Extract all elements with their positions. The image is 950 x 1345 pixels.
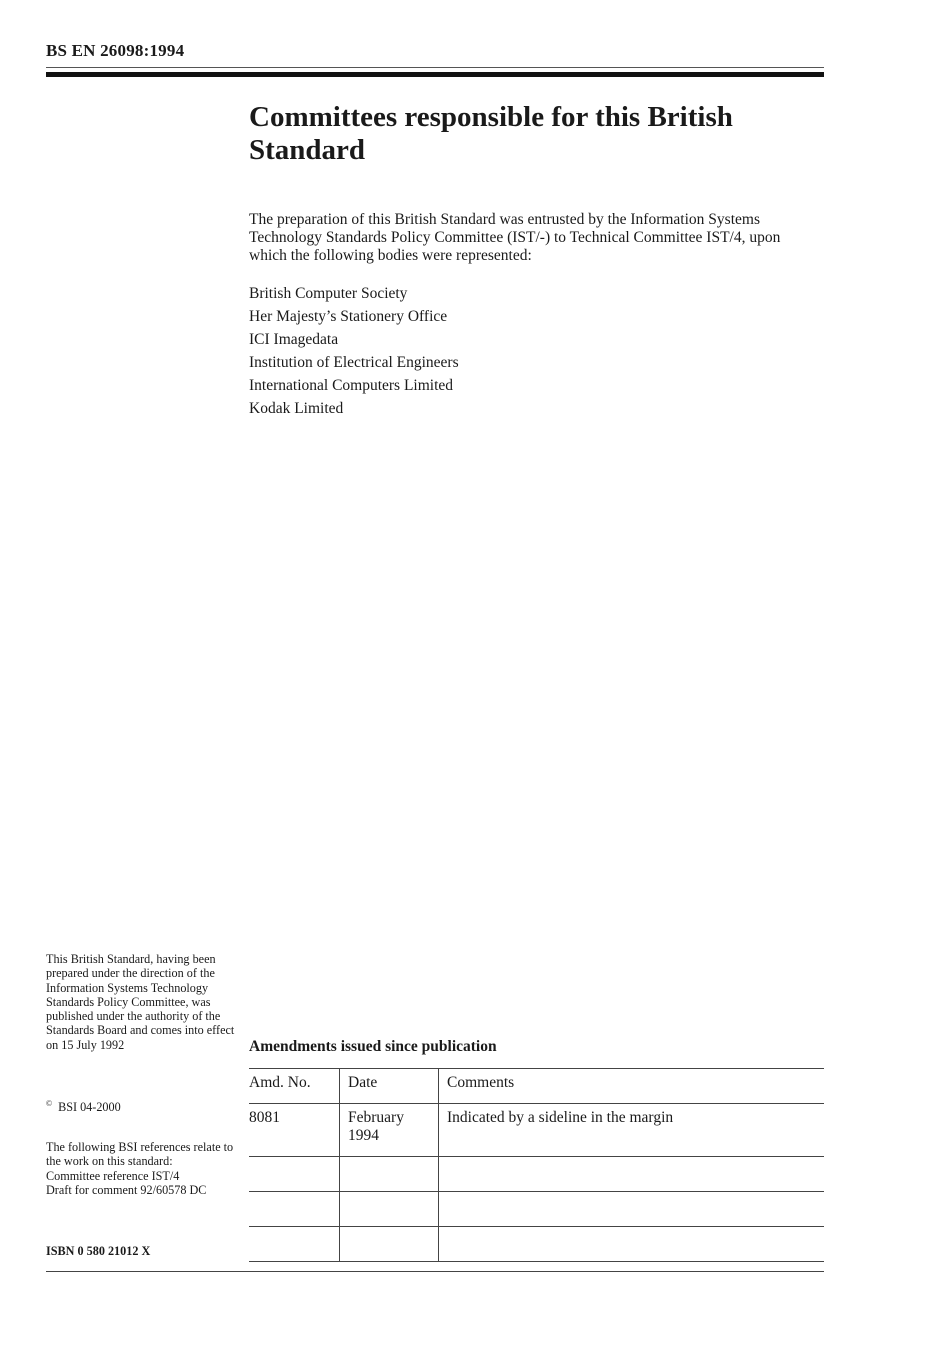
cell-amd-no: 8081 (249, 1104, 340, 1157)
table-row (249, 1104, 824, 1157)
copyright-symbol: © (46, 1099, 53, 1108)
table-header-row (249, 1069, 824, 1104)
header-date: Date (340, 1069, 439, 1104)
cell-date: February 1994 (340, 1104, 439, 1157)
footer-rule-left (46, 1271, 249, 1272)
copyright-text: BSI 04-2000 (58, 1100, 121, 1114)
page-title: Committees responsible for this British Standard (249, 101, 733, 166)
list-item: Institution of Electrical Engineers (249, 354, 459, 371)
header-comments: Comments (439, 1069, 825, 1104)
cell-empty (249, 1192, 340, 1227)
list-item: Her Majesty’s Stationery Office (249, 308, 448, 325)
intro-paragraph: The preparation of this British Standard was entrusted by the Information Systems Technology Standards Policy Committee (IST/-) to Technical Committee IST/4, upon which the following bodies were represented: (249, 211, 781, 264)
cell-empty (439, 1227, 825, 1262)
cell-empty (439, 1192, 825, 1227)
amendments-table (249, 1068, 824, 1262)
cell-comments: Indicated by a sideline in the margin (439, 1104, 825, 1157)
refs-intro: The following BSI references relate to the work on this standard: (46, 1140, 234, 1169)
table-row (249, 1192, 824, 1227)
list-item: Kodak Limited (249, 400, 344, 417)
committee-reference: Committee reference IST/4 (46, 1168, 180, 1183)
footer-rule-right (249, 1271, 824, 1272)
publication-note: This British Standard, having been prepared under the direction of the Information Systems Technology Standards Policy Committee, was published under the authority of the Standards Board and comes into effect on 15 July 1992 (46, 952, 235, 1052)
list-item: ICI Imagedata (249, 331, 339, 348)
cell-empty (439, 1157, 825, 1192)
list-item: International Computers Limited (249, 377, 454, 394)
cell-empty (249, 1227, 340, 1262)
cell-empty (340, 1157, 439, 1192)
table-row (249, 1157, 824, 1192)
bsi-references (46, 1140, 241, 1197)
isbn: ISBN 0 580 21012 X (46, 1244, 151, 1258)
list-item: British Computer Society (249, 285, 408, 302)
represented-bodies-list (249, 282, 459, 420)
cell-empty (340, 1227, 439, 1262)
header-rule-thick (46, 72, 824, 77)
header-rule-thin (46, 67, 824, 68)
draft-reference: Draft for comment 92/60578 DC (46, 1182, 207, 1197)
copyright-line (46, 1097, 241, 1114)
table-row (249, 1227, 824, 1262)
header-amd-no: Amd. No. (249, 1069, 340, 1104)
cell-empty (249, 1157, 340, 1192)
cell-empty (340, 1192, 439, 1227)
amendments-title: Amendments issued since publication (249, 1038, 497, 1055)
document-id: BS EN 26098:1994 (46, 41, 185, 60)
